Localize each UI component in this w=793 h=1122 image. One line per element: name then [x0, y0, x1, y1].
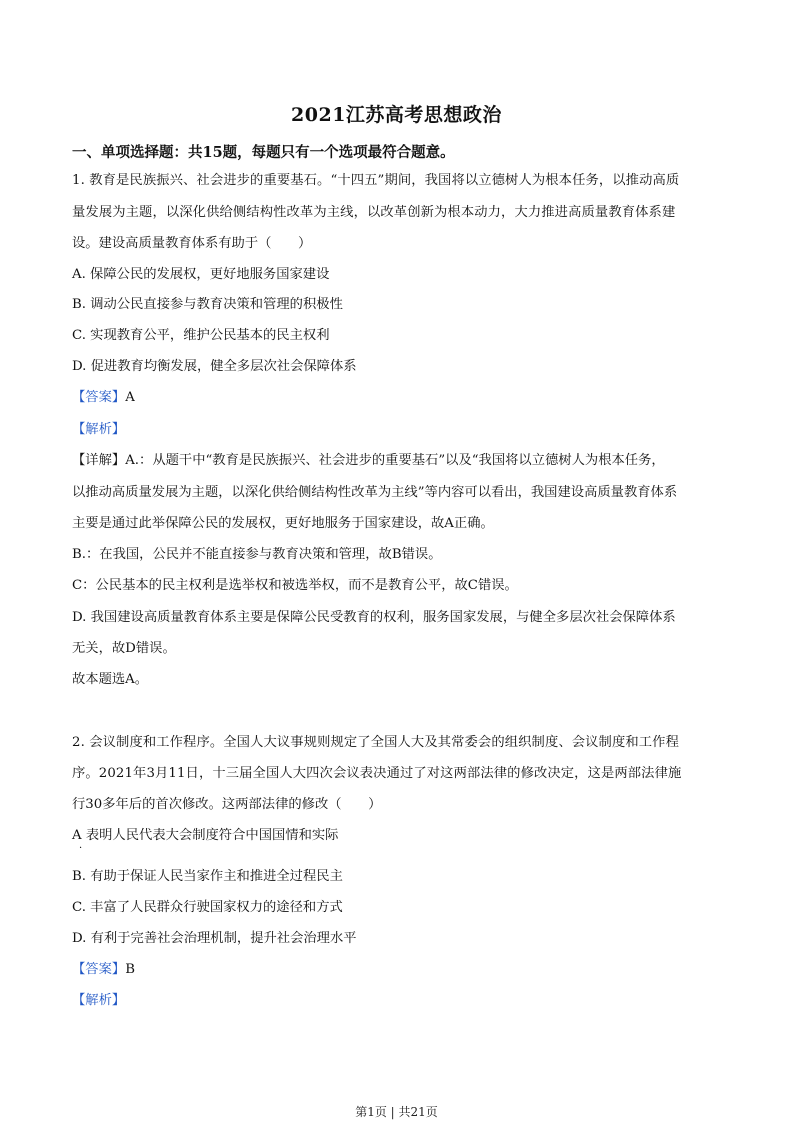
q1-detail-line-3: 主要是通过此举保障公民的发展权，更好地服务于国家建设，故A正确。	[72, 516, 494, 531]
answer-tag: 【答案】	[72, 390, 126, 405]
q1-stem-line-1: 1. 教育是民族振兴、社会进步的重要基石。“十四五”期间，我国将以立德树人为根本任务，以推动高质	[72, 173, 680, 188]
answer-value: B	[125, 962, 135, 977]
q1-detail-line-6: D. 我国建设高质量教育体系主要是保障公民受教育的权利，服务国家发展，与健全多层次社会保障体系	[72, 610, 676, 625]
analysis-tag: 【解析】	[72, 422, 126, 437]
analysis-tag: 【解析】	[72, 993, 126, 1008]
q2-stem-line-1: 2. 会议制度和工作程序。全国人大议事规则规定了全国人大及其常委会的组织制度、会议制度和工作程	[72, 735, 679, 750]
q2-answer	[72, 961, 135, 979]
q1-detail-line-4: B.：在我国，公民并不能直接参与教育决策和管理，故B错误。	[72, 547, 442, 562]
q2-option-a-dot: ·	[79, 843, 83, 854]
q1-analysis	[72, 421, 125, 439]
answer-value: A	[125, 390, 135, 405]
q1-detail-line-1	[72, 452, 665, 470]
q1-detail-line-2: 以推动高质量发展为主题，以深化供给侧结构性改革为主线”等内容可以看出，我国建设高质量教育体系	[72, 485, 678, 500]
q1-option-b: B. 调动公民直接参与教育决策和管理的积极性	[72, 297, 343, 312]
detail-text: A.：从题干中“教育是民族振兴、社会进步的重要基石”以及“我国将以立德树人为根本任务，	[125, 453, 665, 468]
q1-detail-line-5: C：公民基本的民主权利是选举权和被选举权，而不是教育公平，故C错误。	[72, 578, 518, 593]
detail-tag: 【详解】	[72, 453, 126, 468]
q2-option-a: A 表明人民代表大会制度符合中国国情和实际	[72, 828, 339, 843]
q1-option-a: A. 保障公民的发展权，更好地服务国家建设	[72, 267, 330, 282]
page-footer: 第1页 | 共21页	[355, 1105, 438, 1119]
q1-detail-line-7: 无关，故D错误。	[72, 641, 176, 656]
section-heading: 一、单项选择题：共15题，每题只有一个选项最符合题意。	[72, 144, 455, 161]
q2-analysis	[72, 992, 125, 1010]
q2-option-c: C. 丰富了人民群众行驶国家权力的途径和方式	[72, 900, 343, 915]
q2-stem-line-3: 行30多年后的首次修改。这两部法律的修改（ ）	[72, 797, 382, 812]
q1-option-c: C. 实现教育公平，维护公民基本的民主权利	[72, 328, 330, 343]
q1-detail-line-8: 故本题选A。	[72, 672, 149, 687]
q2-stem-line-2: 序。2021年3月11日，十三届全国人大四次会议表决通过了对这两部法律的修改决定，这是两部法律施	[72, 766, 682, 781]
q1-stem-line-2: 量发展为主题，以深化供给侧结构性改革为主线，以改革创新为根本动力，大力推进高质量教育体系建	[72, 205, 676, 220]
q1-option-d: D. 促进教育均衡发展，健全多层次社会保障体系	[72, 359, 357, 374]
q2-option-d: D. 有利于完善社会治理机制，提升社会治理水平	[72, 931, 357, 946]
q1-stem-line-3: 设。建设高质量教育体系有助于（ ）	[72, 236, 312, 251]
q1-answer	[72, 389, 135, 407]
answer-tag: 【答案】	[72, 962, 126, 977]
q2-option-b: B. 有助于保证人民当家作主和推进全过程民主	[72, 869, 343, 884]
document-title: 2021江苏高考思想政治	[291, 104, 502, 126]
